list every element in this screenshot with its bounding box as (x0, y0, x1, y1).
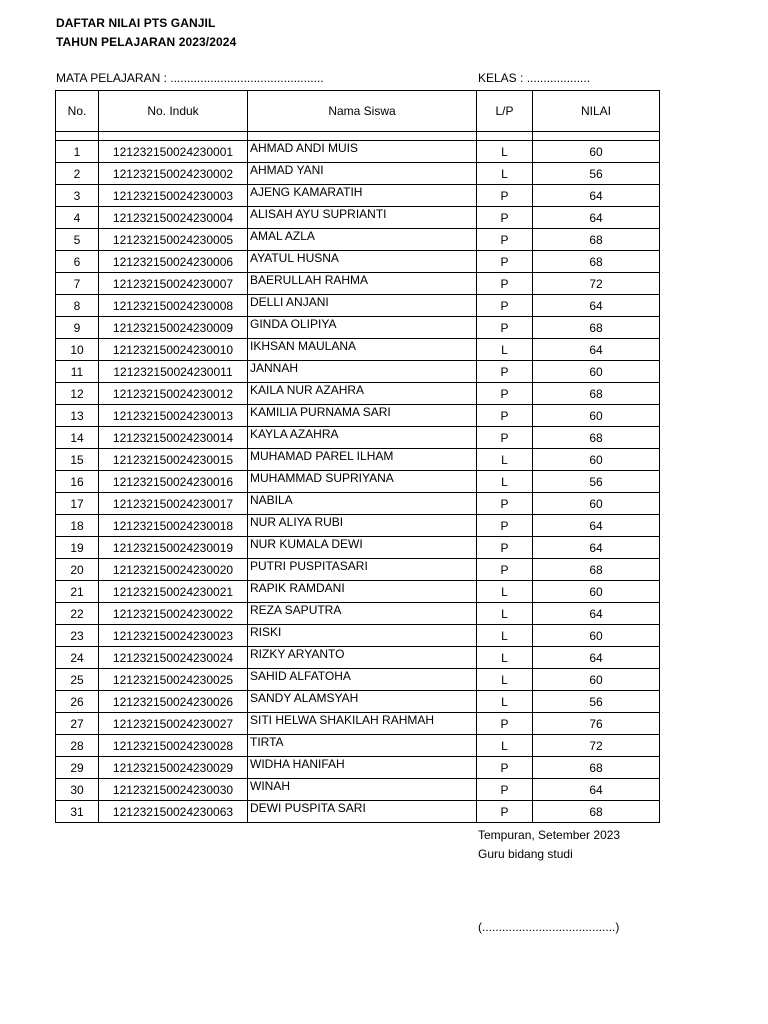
cell-no: 21 (56, 581, 99, 603)
cell-nama: SITI HELWA SHAKILAH RAHMAH (248, 713, 477, 735)
table-row (56, 339, 660, 361)
cell-no: 13 (56, 405, 99, 427)
cell-lp: P (477, 757, 533, 779)
cell-nilai: 56 (533, 163, 660, 185)
cell-induk: 121232150024230011 (99, 361, 248, 383)
table-row (56, 361, 660, 383)
cell-no: 25 (56, 669, 99, 691)
cell-no: 7 (56, 273, 99, 295)
doc-subtitle: TAHUN PELAJARAN 2023/2024 (56, 35, 237, 49)
table-row (56, 229, 660, 251)
cell-nama: MUHAMAD PAREL ILHAM (248, 449, 477, 471)
col-header-lp: L/P (477, 91, 533, 132)
cell-no: 6 (56, 251, 99, 273)
cell-lp: P (477, 801, 533, 823)
cell-nama: NUR ALIYA RUBI (248, 515, 477, 537)
cell-nama: SANDY ALAMSYAH (248, 691, 477, 713)
cell-nama: KAMILIA PURNAMA SARI (248, 405, 477, 427)
class-label: KELAS : ................... (478, 71, 591, 85)
doc-title: DAFTAR NILAI PTS GANJIL (56, 16, 216, 30)
cell-nilai: 68 (533, 383, 660, 405)
cell-lp: L (477, 339, 533, 361)
table-row (56, 383, 660, 405)
cell-no: 5 (56, 229, 99, 251)
cell-induk: 121232150024230006 (99, 251, 248, 273)
cell-nilai: 56 (533, 691, 660, 713)
table-row (56, 603, 660, 625)
cell-induk: 121232150024230014 (99, 427, 248, 449)
cell-nama: ALISAH AYU SUPRIANTI (248, 207, 477, 229)
table-row (56, 207, 660, 229)
cell-induk: 121232150024230012 (99, 383, 248, 405)
cell-nilai: 72 (533, 735, 660, 757)
cell-no: 24 (56, 647, 99, 669)
cell-lp: P (477, 185, 533, 207)
table-row (56, 273, 660, 295)
table-row (56, 801, 660, 823)
cell-nama: AJENG KAMARATIH (248, 185, 477, 207)
cell-nama: RAPIK RAMDANI (248, 581, 477, 603)
cell-nama: DEWI PUSPITA SARI (248, 801, 477, 823)
cell-nilai: 60 (533, 625, 660, 647)
col-header-induk: No. Induk (99, 91, 248, 132)
cell-lp: P (477, 295, 533, 317)
cell-no: 31 (56, 801, 99, 823)
cell-lp: L (477, 163, 533, 185)
table-row (56, 493, 660, 515)
cell-lp: L (477, 669, 533, 691)
cell-nama: AHMAD ANDI MUIS (248, 141, 477, 163)
cell-lp: L (477, 735, 533, 757)
cell-no: 28 (56, 735, 99, 757)
cell-no: 17 (56, 493, 99, 515)
cell-nama: MUHAMMAD SUPRIYANA (248, 471, 477, 493)
table-row (56, 185, 660, 207)
cell-induk: 121232150024230016 (99, 471, 248, 493)
place-date: Tempuran, Setember 2023 (478, 828, 621, 842)
cell-no: 29 (56, 757, 99, 779)
cell-nilai: 60 (533, 405, 660, 427)
col-header-no: No. (56, 91, 99, 132)
cell-no: 30 (56, 779, 99, 801)
cell-no: 22 (56, 603, 99, 625)
cell-nama: RISKI (248, 625, 477, 647)
cell-no: 3 (56, 185, 99, 207)
cell-nilai: 68 (533, 427, 660, 449)
cell-induk: 121232150024230005 (99, 229, 248, 251)
cell-nama: WINAH (248, 779, 477, 801)
table-row (56, 735, 660, 757)
cell-lp: L (477, 581, 533, 603)
cell-nama: NUR KUMALA DEWI (248, 537, 477, 559)
table-row (56, 295, 660, 317)
cell-nilai: 68 (533, 229, 660, 251)
cell-no: 12 (56, 383, 99, 405)
cell-induk: 121232150024230022 (99, 603, 248, 625)
table-row (56, 405, 660, 427)
cell-lp: L (477, 471, 533, 493)
cell-nama: REZA SAPUTRA (248, 603, 477, 625)
cell-induk: 121232150024230001 (99, 141, 248, 163)
cell-induk: 121232150024230019 (99, 537, 248, 559)
cell-nilai: 68 (533, 251, 660, 273)
cell-lp: P (477, 317, 533, 339)
cell-no: 14 (56, 427, 99, 449)
cell-lp: P (477, 405, 533, 427)
cell-no: 20 (56, 559, 99, 581)
cell-lp: P (477, 427, 533, 449)
cell-nilai: 68 (533, 757, 660, 779)
cell-nilai: 72 (533, 273, 660, 295)
cell-nama: BAERULLAH RAHMA (248, 273, 477, 295)
cell-lp: P (477, 383, 533, 405)
cell-no: 2 (56, 163, 99, 185)
cell-induk: 121232150024230003 (99, 185, 248, 207)
cell-induk: 121232150024230013 (99, 405, 248, 427)
cell-nilai: 60 (533, 669, 660, 691)
cell-induk: 121232150024230027 (99, 713, 248, 735)
table-row (56, 251, 660, 273)
cell-nilai: 64 (533, 603, 660, 625)
cell-induk: 121232150024230017 (99, 493, 248, 515)
cell-induk: 121232150024230029 (99, 757, 248, 779)
grades-table (55, 90, 660, 823)
cell-nilai: 64 (533, 207, 660, 229)
cell-induk: 121232150024230030 (99, 779, 248, 801)
cell-lp: P (477, 559, 533, 581)
cell-nilai: 60 (533, 361, 660, 383)
cell-induk: 121232150024230026 (99, 691, 248, 713)
cell-induk: 121232150024230028 (99, 735, 248, 757)
cell-lp: L (477, 691, 533, 713)
cell-induk: 121232150024230020 (99, 559, 248, 581)
cell-induk: 121232150024230010 (99, 339, 248, 361)
cell-induk: 121232150024230002 (99, 163, 248, 185)
cell-lp: L (477, 141, 533, 163)
cell-nilai: 64 (533, 779, 660, 801)
cell-no: 16 (56, 471, 99, 493)
cell-lp: L (477, 647, 533, 669)
cell-nama: SAHID ALFATOHA (248, 669, 477, 691)
table-row (56, 471, 660, 493)
cell-no: 1 (56, 141, 99, 163)
cell-lp: P (477, 779, 533, 801)
cell-induk: 121232150024230025 (99, 669, 248, 691)
cell-nama: JANNAH (248, 361, 477, 383)
table-row (56, 163, 660, 185)
table-row (56, 317, 660, 339)
cell-no: 8 (56, 295, 99, 317)
cell-nama: PUTRI PUSPITASARI (248, 559, 477, 581)
cell-induk: 121232150024230007 (99, 273, 248, 295)
cell-induk: 121232150024230008 (99, 295, 248, 317)
cell-no: 23 (56, 625, 99, 647)
table-row (56, 537, 660, 559)
cell-induk: 121232150024230024 (99, 647, 248, 669)
cell-lp: P (477, 207, 533, 229)
cell-nilai: 68 (533, 801, 660, 823)
cell-lp: L (477, 625, 533, 647)
cell-no: 9 (56, 317, 99, 339)
cell-nama: IKHSAN MAULANA (248, 339, 477, 361)
cell-nama: AYATUL HUSNA (248, 251, 477, 273)
table-row (56, 449, 660, 471)
cell-nama: TIRTA (248, 735, 477, 757)
cell-lp: P (477, 273, 533, 295)
cell-nilai: 68 (533, 559, 660, 581)
cell-induk: 121232150024230063 (99, 801, 248, 823)
cell-no: 26 (56, 691, 99, 713)
cell-nilai: 60 (533, 581, 660, 603)
table-row (56, 581, 660, 603)
cell-nilai: 64 (533, 647, 660, 669)
table-row (56, 713, 660, 735)
table-row (56, 779, 660, 801)
cell-lp: L (477, 603, 533, 625)
cell-lp: L (477, 449, 533, 471)
cell-nama: KAYLA AZAHRA (248, 427, 477, 449)
cell-nilai: 60 (533, 449, 660, 471)
cell-nama: AHMAD YANI (248, 163, 477, 185)
cell-nilai: 68 (533, 317, 660, 339)
cell-nilai: 64 (533, 295, 660, 317)
cell-nama: AMAL AZLA (248, 229, 477, 251)
table-row (56, 625, 660, 647)
cell-nilai: 76 (533, 713, 660, 735)
cell-lp: P (477, 537, 533, 559)
cell-lp: P (477, 493, 533, 515)
cell-no: 27 (56, 713, 99, 735)
cell-nilai: 64 (533, 537, 660, 559)
cell-lp: P (477, 361, 533, 383)
cell-no: 19 (56, 537, 99, 559)
cell-induk: 121232150024230023 (99, 625, 248, 647)
cell-lp: P (477, 515, 533, 537)
cell-nilai: 60 (533, 493, 660, 515)
table-row (56, 757, 660, 779)
cell-induk: 121232150024230021 (99, 581, 248, 603)
table-row (56, 427, 660, 449)
table-row (56, 691, 660, 713)
cell-induk: 121232150024230004 (99, 207, 248, 229)
col-header-nilai: NILAI (533, 91, 660, 132)
col-header-nama: Nama Siswa (248, 91, 477, 132)
cell-nilai: 60 (533, 141, 660, 163)
cell-lp: P (477, 229, 533, 251)
cell-lp: P (477, 251, 533, 273)
table-row (56, 559, 660, 581)
table-row (56, 669, 660, 691)
spacer-row (56, 132, 660, 141)
cell-induk: 121232150024230009 (99, 317, 248, 339)
signer-role: Guru bidang studi (478, 847, 573, 861)
cell-nama: DELLI ANJANI (248, 295, 477, 317)
cell-nama: KAILA NUR AZAHRA (248, 383, 477, 405)
table-row (56, 515, 660, 537)
cell-no: 11 (56, 361, 99, 383)
cell-nama: GINDA OLIPIYA (248, 317, 477, 339)
cell-no: 15 (56, 449, 99, 471)
cell-nilai: 56 (533, 471, 660, 493)
cell-nilai: 64 (533, 339, 660, 361)
cell-no: 18 (56, 515, 99, 537)
cell-no: 10 (56, 339, 99, 361)
cell-lp: P (477, 713, 533, 735)
signature-line: (........................................) (478, 920, 620, 934)
table-header-row (56, 91, 660, 132)
cell-nilai: 64 (533, 515, 660, 537)
subject-label: MATA PELAJARAN : .............................................. (56, 71, 324, 85)
table-body (56, 132, 660, 823)
table-row (56, 647, 660, 669)
cell-nama: NABILA (248, 493, 477, 515)
cell-no: 4 (56, 207, 99, 229)
cell-induk: 121232150024230018 (99, 515, 248, 537)
cell-induk: 121232150024230015 (99, 449, 248, 471)
table-row (56, 141, 660, 163)
cell-nama: RIZKY ARYANTO (248, 647, 477, 669)
cell-nilai: 64 (533, 185, 660, 207)
cell-nama: WIDHA HANIFAH (248, 757, 477, 779)
